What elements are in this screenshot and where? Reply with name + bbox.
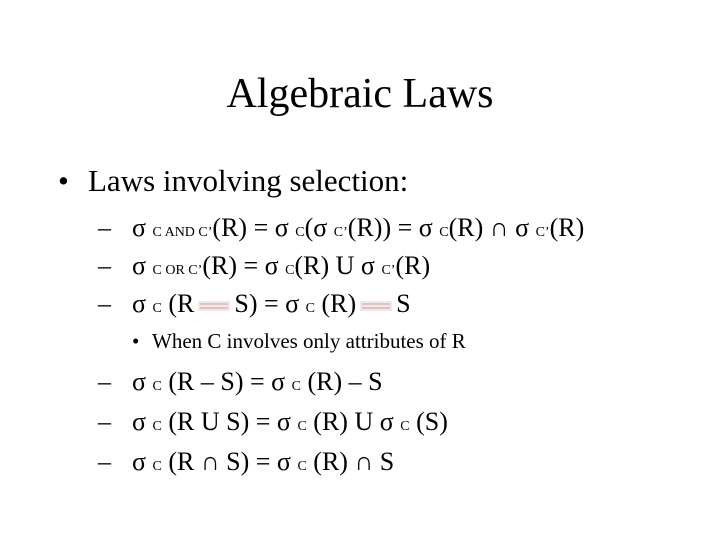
dash: – — [98, 289, 111, 318]
subscript: C — [152, 419, 162, 434]
subscript: C’ — [381, 263, 396, 278]
law-text: (R ∩ S) = σ — [168, 447, 291, 476]
law-text: S) = σ — [234, 289, 300, 318]
law-text: (R – S) = σ — [168, 367, 286, 396]
law-text: S — [396, 289, 411, 318]
law-text: σ — [132, 289, 147, 318]
law-text: σ — [132, 367, 147, 396]
law-text: σ — [132, 251, 147, 280]
slide-title: Algebraic Laws — [226, 71, 494, 117]
law-text: σ — [132, 213, 147, 242]
law-selection-union — [98, 406, 448, 443]
subscript: C — [285, 263, 295, 278]
dash: – — [98, 213, 111, 242]
law-selection-intersection — [98, 446, 394, 483]
law-text: (R — [168, 289, 195, 318]
subscript: C — [439, 225, 449, 240]
note-text: When C involves only attributes of R — [152, 329, 466, 353]
subscript: C — [400, 419, 410, 434]
subscript: C’ — [535, 225, 550, 240]
law-text: σ — [132, 407, 147, 436]
bullet-dot: • — [132, 329, 140, 353]
law-text: (R) — [549, 213, 585, 242]
law-text: (R) U σ — [294, 251, 375, 280]
dash: – — [98, 251, 111, 280]
subscript: C — [152, 301, 162, 316]
dash: – — [98, 367, 111, 396]
law-selection-or — [98, 250, 430, 287]
subscript: C — [291, 379, 301, 394]
law-text: (R) — [321, 289, 357, 318]
main-bullet — [58, 162, 408, 200]
bullet-dot: • — [58, 163, 69, 198]
law-text: (R) U σ — [313, 407, 394, 436]
law-text: σ — [132, 447, 147, 476]
join-operator-icon — [359, 298, 393, 314]
subscript: C — [297, 459, 307, 474]
law-text: (R) ∩ σ — [448, 213, 530, 242]
subscript: C OR C’ — [152, 263, 203, 278]
dash: – — [98, 407, 111, 436]
subscript: C — [295, 225, 305, 240]
subscript: C — [152, 459, 162, 474]
subscript: C — [297, 419, 307, 434]
subscript: C’ — [333, 225, 348, 240]
law-selection-difference — [98, 366, 383, 403]
subscript: C — [305, 301, 315, 316]
law-text: (S) — [416, 407, 448, 436]
law-text: (R) = σ — [212, 213, 289, 242]
note-bullet — [132, 328, 466, 354]
law-selection-and — [98, 212, 584, 249]
law-text: (R) – S — [307, 367, 383, 396]
law-text: (R) ∩ S — [313, 447, 395, 476]
law-selection-join — [98, 288, 411, 325]
join-operator-icon — [197, 298, 231, 314]
main-bullet-text: Laws involving selection: — [88, 163, 409, 198]
dash: – — [98, 447, 111, 476]
law-text: (R) — [395, 251, 431, 280]
law-text: (R) = σ — [202, 251, 279, 280]
law-text: (R)) = σ — [347, 213, 433, 242]
law-text: (σ — [304, 213, 328, 242]
subscript: C AND C’ — [152, 225, 213, 240]
law-text: (R U S) = σ — [168, 407, 291, 436]
subscript: C — [152, 379, 162, 394]
